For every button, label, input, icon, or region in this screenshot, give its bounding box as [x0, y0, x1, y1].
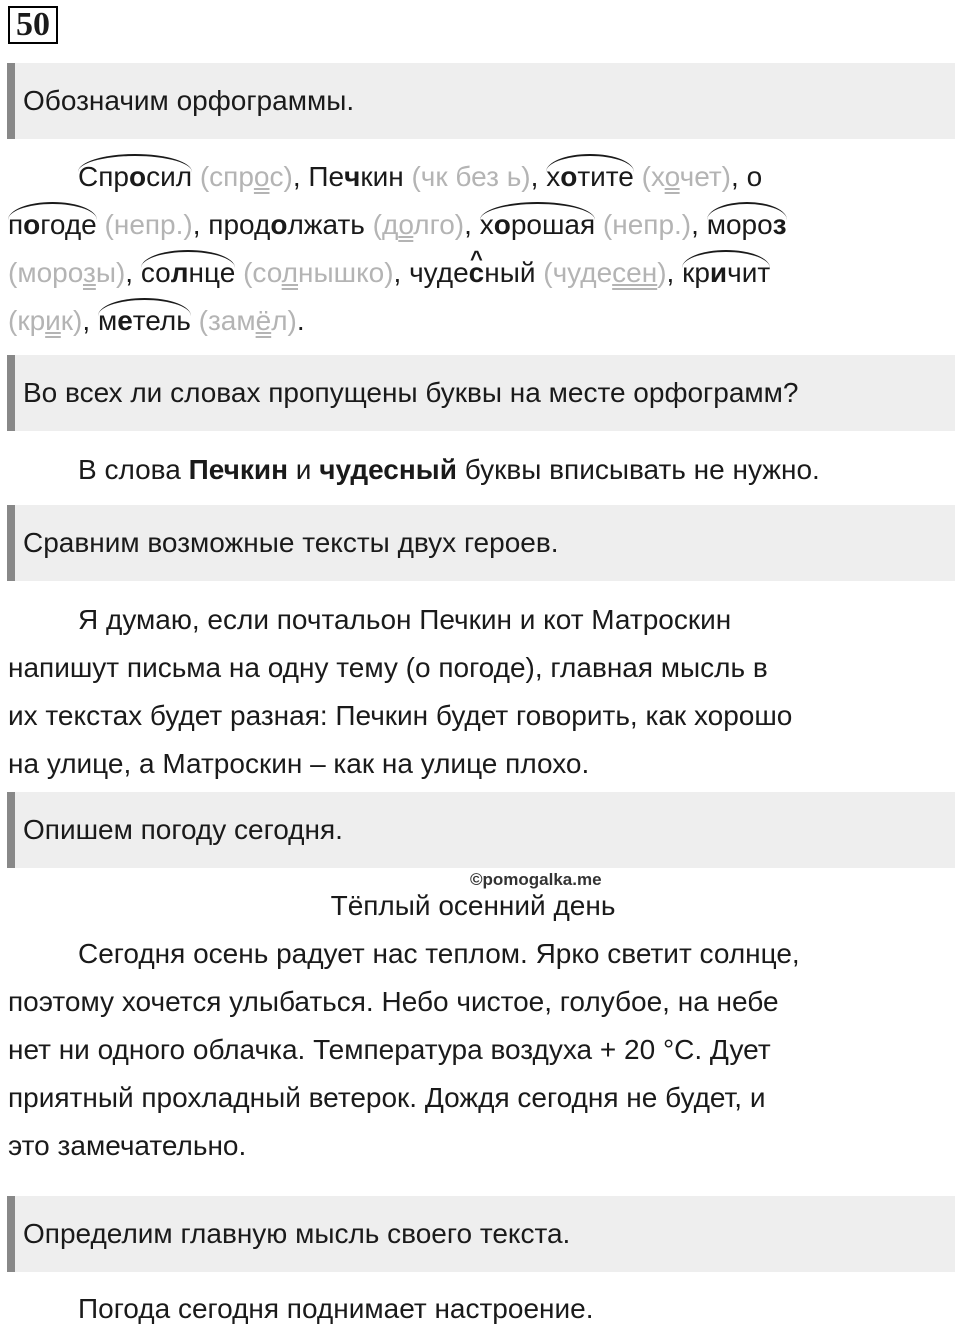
orthogram-paragraph	[8, 153, 938, 345]
step-heading-5: Определим главную мысль своего текста.	[7, 1196, 955, 1272]
essay-line: нет ни одного облачка. Температура воздуха + 20 °C. Дует	[8, 1034, 771, 1065]
hint-khochet: (хочет)	[633, 161, 732, 192]
word-moroz: мороз	[707, 201, 787, 249]
orthogram-line-3: (морозы), солнце (солнышко), чуде^ сный (чудесен), кричит	[8, 249, 938, 297]
answer-2: В слова Печкин и чудесный буквы вписывать не нужно.	[78, 454, 820, 485]
hint-chk: (чк без ь)	[403, 161, 531, 192]
hint-morozy: (морозы)	[8, 257, 126, 288]
word-solntse: солнце	[141, 249, 235, 297]
watermark: ©pomogalka.me	[470, 870, 602, 889]
step-heading-4: Опишем погоду сегодня.	[7, 792, 955, 868]
essay-title: Тёплый осенний день	[330, 890, 616, 921]
bold-pechkin: Печкин	[188, 454, 288, 485]
essay-line: Сегодня осень радует нас теплом. Ярко светит солнце,	[78, 938, 800, 969]
hint-krik: (крик)	[8, 305, 83, 336]
task-number: 50	[8, 6, 58, 44]
hint-dolgo: (долго)	[364, 209, 465, 240]
hint-nepr-2: (непр.)	[595, 209, 692, 240]
orthogram-line-1: Спросил (спрос), Печкин (чк без ь), хотите (хочет), о	[8, 153, 938, 201]
hint-nepr: (непр.)	[96, 209, 193, 240]
step-heading-1: Обозначим орфограммы.	[7, 63, 955, 139]
hint-solnyshko: (солнышко)	[235, 257, 394, 288]
essay-line: поэтому хочется улыбаться. Небо чистое, голубое, на небе	[8, 986, 779, 1017]
answer-3-line: на улице, а Матроскин – как на улице плохо.	[8, 748, 590, 779]
hint-zamel: (замёл)	[190, 305, 297, 336]
answer-3-line: Я думаю, если почтальон Печкин и кот Матроскин	[78, 604, 732, 635]
answer-3	[8, 596, 938, 788]
main-idea	[8, 1285, 938, 1333]
answer-3-line: напишут письма на одну тему (о погоде), главная мысль в	[8, 652, 768, 683]
answer-3-line: их текстах будет разная: Печкин будет говорить, как хорошо	[8, 700, 793, 731]
main-idea-text: Погода сегодня поднимает настроение.	[78, 1293, 594, 1324]
essay-line: приятный прохладный ветерок. Дождя сегодня не будет, и	[8, 1082, 766, 1113]
word-sprosil: Спросил	[78, 153, 192, 201]
bold-chudesny: чудесный	[319, 454, 457, 485]
word-pogode: погоде	[8, 201, 97, 249]
word-khotite: хотите	[546, 153, 634, 201]
step-heading-3: Сравним возможные тексты двух героев.	[7, 505, 955, 581]
hint-spros: (спрос)	[192, 161, 293, 192]
hint-chudesen: (чудесен)	[535, 257, 667, 288]
orthogram-line-4: (крик), метель (замёл).	[8, 297, 938, 345]
word-metel: метель	[98, 297, 191, 345]
word-khoroshaya: хорошая	[480, 201, 595, 249]
word-krichit: кричит	[682, 249, 770, 297]
letter-s-caret: ^ с	[469, 249, 485, 297]
orthogram-line-2: погоде (непр.), продолжать (долго), хорошая (непр.), мороз	[8, 201, 938, 249]
essay-line: это замечательно.	[8, 1130, 247, 1161]
essay	[8, 882, 938, 1170]
step-heading-2: Во всех ли словах пропущены буквы на месте орфограмм?	[7, 355, 955, 431]
